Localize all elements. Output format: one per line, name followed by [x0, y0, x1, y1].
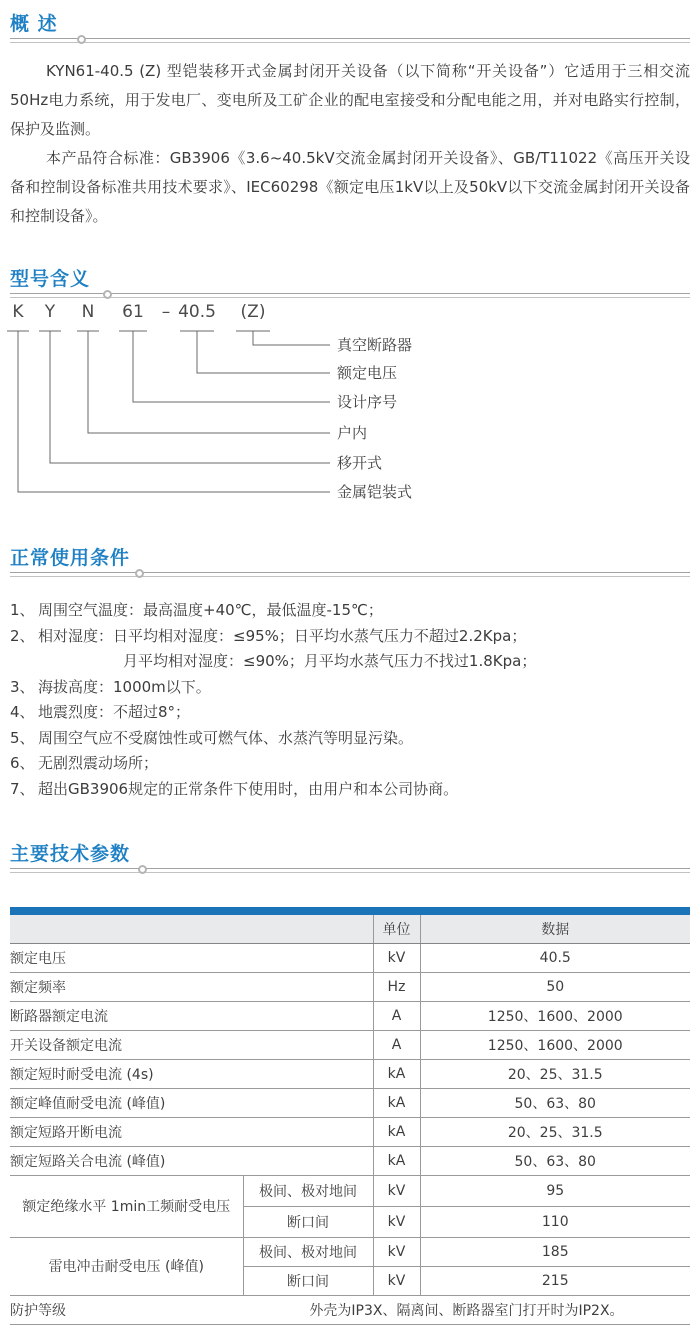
table-row: [10, 1030, 690, 1059]
model-meaning-title: 型号含义: [10, 268, 91, 290]
table-row: [10, 1001, 690, 1030]
param-value-cell: 50、63、80: [420, 1088, 690, 1117]
condition-text: 地震烈度：不超过8°；: [38, 703, 191, 721]
param-unit-cell: kV: [373, 1266, 420, 1295]
model-code-diagram: [0, 298, 700, 513]
model-symbol-40-5: 40.5: [178, 302, 216, 322]
service-conditions-title: 正常使用条件: [10, 547, 131, 569]
parameters-table-wrap: [10, 907, 690, 1325]
table-row: [10, 1117, 690, 1146]
table-row: [10, 1059, 690, 1088]
param-value-cell: 20、25、31.5: [420, 1059, 690, 1088]
service-conditions-list: [10, 598, 690, 802]
section-main-parameters: [0, 842, 700, 1325]
service-conditions-divider: [10, 572, 690, 577]
param-value-cell: 1250、1600、2000: [420, 1001, 690, 1030]
condition-number: 2、: [10, 626, 35, 645]
model-label-metal-clad: 金属铠装式: [337, 483, 413, 501]
condition-item-1: [10, 598, 690, 624]
param-value-cell: 50、63、80: [420, 1146, 690, 1175]
model-symbol-dash: –: [161, 302, 171, 322]
condition-text: 相对湿度：日平均相对湿度：≤95%；日平均水蒸气压力不超过2.2Kpa；: [38, 626, 527, 645]
param-unit-cell: Hz: [373, 972, 420, 1001]
condition-number: 7、: [10, 779, 35, 798]
condition-text: 超出GB3906规定的正常条件下使用时，由用户和本公司协商。: [38, 779, 459, 798]
param-unit-cell: kA: [373, 1146, 420, 1175]
condition-item-2-continued: [10, 649, 690, 675]
model-symbol-Y: Y: [44, 302, 56, 322]
header-unit-cell: 单位: [373, 915, 420, 943]
divider-circle-icon: [77, 35, 86, 44]
divider-circle-icon: [135, 569, 144, 578]
header-data-cell: 数据: [420, 915, 690, 943]
section-overview: [0, 12, 700, 231]
condition-number: 4、: [10, 703, 35, 721]
table-group-row: [10, 1175, 690, 1206]
condition-text: 无剧烈震动场所；: [38, 754, 159, 772]
param-value-cell: 215: [420, 1266, 690, 1295]
table-header-row: [10, 915, 690, 943]
param-value-cell: 1250、1600、2000: [420, 1030, 690, 1059]
model-symbol-K: K: [12, 302, 24, 322]
main-parameters-divider: [10, 868, 690, 873]
section-model-meaning: [0, 267, 700, 513]
param-unit-cell: kV: [373, 1237, 420, 1266]
model-symbol-61: 61: [122, 302, 144, 322]
model-symbol-N: N: [81, 302, 95, 322]
condition-number: 6、: [10, 754, 35, 772]
condition-number: 1、: [10, 601, 35, 619]
param-sub-cell: 极间、极对地间: [243, 1175, 373, 1206]
param-name-cell: 额定短路关合电流 (峰值): [10, 1146, 373, 1175]
overview-paragraph-1: KYN61-40.5 (Z) 型铠装移开式金属封闭开关设备（以下简称“开关设备”）它适用于三相交流50Hz电力系统，用于发电厂、变电所及工矿企业的配电室接受和分配电能之用，并对电路实行控制，保护及监测。: [10, 62, 690, 138]
condition-text: 周围空气温度：最高温度+40℃，最低温度-15℃；: [38, 601, 383, 619]
param-sub-cell: 断口间: [243, 1206, 373, 1237]
param-unit-cell: A: [373, 1001, 420, 1030]
param-name-cell: 防护等级: [10, 1295, 243, 1324]
condition-item-5: [10, 726, 690, 752]
model-label-indoor: 户内: [337, 424, 368, 442]
condition-item-3: [10, 675, 690, 701]
param-group-cell: 额定绝缘水平 1min工频耐受电压: [10, 1175, 243, 1237]
table-footer-row: [10, 1295, 690, 1324]
param-footer-value-cell: 外壳为IP3X、隔离间、断路器室门打开时为IP2X。: [243, 1295, 690, 1324]
param-group-cell: 雷电冲击耐受电压 (峰值): [10, 1237, 243, 1295]
param-value-cell: 40.5: [420, 943, 690, 972]
overview-divider: [10, 38, 690, 43]
param-unit-cell: kA: [373, 1059, 420, 1088]
model-label-rated-voltage: 额定电压: [337, 364, 398, 382]
param-unit-cell: kA: [373, 1088, 420, 1117]
condition-text: 海拔高度：1000m以下。: [38, 677, 211, 696]
condition-text: 月平均相对湿度：≤90%；月平均水蒸气压力不找过1.8Kpa；: [123, 652, 537, 670]
param-value-cell: 50: [420, 972, 690, 1001]
condition-item-6: [10, 751, 690, 777]
param-unit-cell: kV: [373, 1175, 420, 1206]
overview-title: 概 述: [10, 13, 58, 35]
param-value-cell: 110: [420, 1206, 690, 1237]
section-service-conditions: [0, 546, 700, 802]
param-sub-cell: 极间、极对地间: [243, 1237, 373, 1266]
model-label-design-serial: 设计序号: [337, 393, 398, 411]
table-top-bar: [10, 907, 690, 915]
main-parameters-title: 主要技术参数: [10, 843, 131, 865]
table-row: [10, 1146, 690, 1175]
divider-circle-icon: [138, 865, 147, 874]
param-unit-cell: A: [373, 1030, 420, 1059]
table-row: [10, 1088, 690, 1117]
param-value-cell: 185: [420, 1237, 690, 1266]
param-name-cell: 额定频率: [10, 972, 373, 1001]
param-name-cell: 额定短时耐受电流 (4s): [10, 1059, 373, 1088]
condition-text: 周围空气应不受腐蚀性或可燃气体、水蒸汽等明显污染。: [38, 728, 414, 747]
table-row: [10, 943, 690, 972]
param-name-cell: 额定短路开断电流: [10, 1117, 373, 1146]
model-label-vacuum-breaker: 真空断路器: [337, 336, 413, 354]
param-unit-cell: kV: [373, 1206, 420, 1237]
table-group-row: [10, 1237, 690, 1266]
header-parameter-cell: [10, 915, 373, 943]
param-name-cell: 额定电压: [10, 943, 373, 972]
model-label-withdrawable: 移开式: [337, 454, 383, 472]
overview-paragraph-2: 本产品符合标准：GB3906《3.6~40.5kV交流金属封闭开关设备》、GB/T11022《高压开关设备和控制设备标准共用技术要求》、IEC60298《额定电压1kV以上及50kV以下交流金属封闭开关设备和控制设备》。: [10, 149, 690, 225]
param-unit-cell: kA: [373, 1117, 420, 1146]
param-value-cell: 95: [420, 1175, 690, 1206]
condition-item-2: [10, 624, 690, 650]
model-symbol-Z: (Z): [240, 302, 266, 322]
param-name-cell: 额定峰值耐受电流 (峰值): [10, 1088, 373, 1117]
param-name-cell: 断路器额定电流: [10, 1001, 373, 1030]
param-name-cell: 开关设备额定电流: [10, 1030, 373, 1059]
condition-item-7: [10, 777, 690, 803]
param-value-cell: 20、25、31.5: [420, 1117, 690, 1146]
parameters-table: [10, 915, 690, 1325]
condition-number: 3、: [10, 677, 35, 696]
condition-item-4: [10, 700, 690, 726]
param-sub-cell: 断口间: [243, 1266, 373, 1295]
param-unit-cell: kV: [373, 943, 420, 972]
condition-number: 5、: [10, 728, 35, 747]
table-row: [10, 972, 690, 1001]
